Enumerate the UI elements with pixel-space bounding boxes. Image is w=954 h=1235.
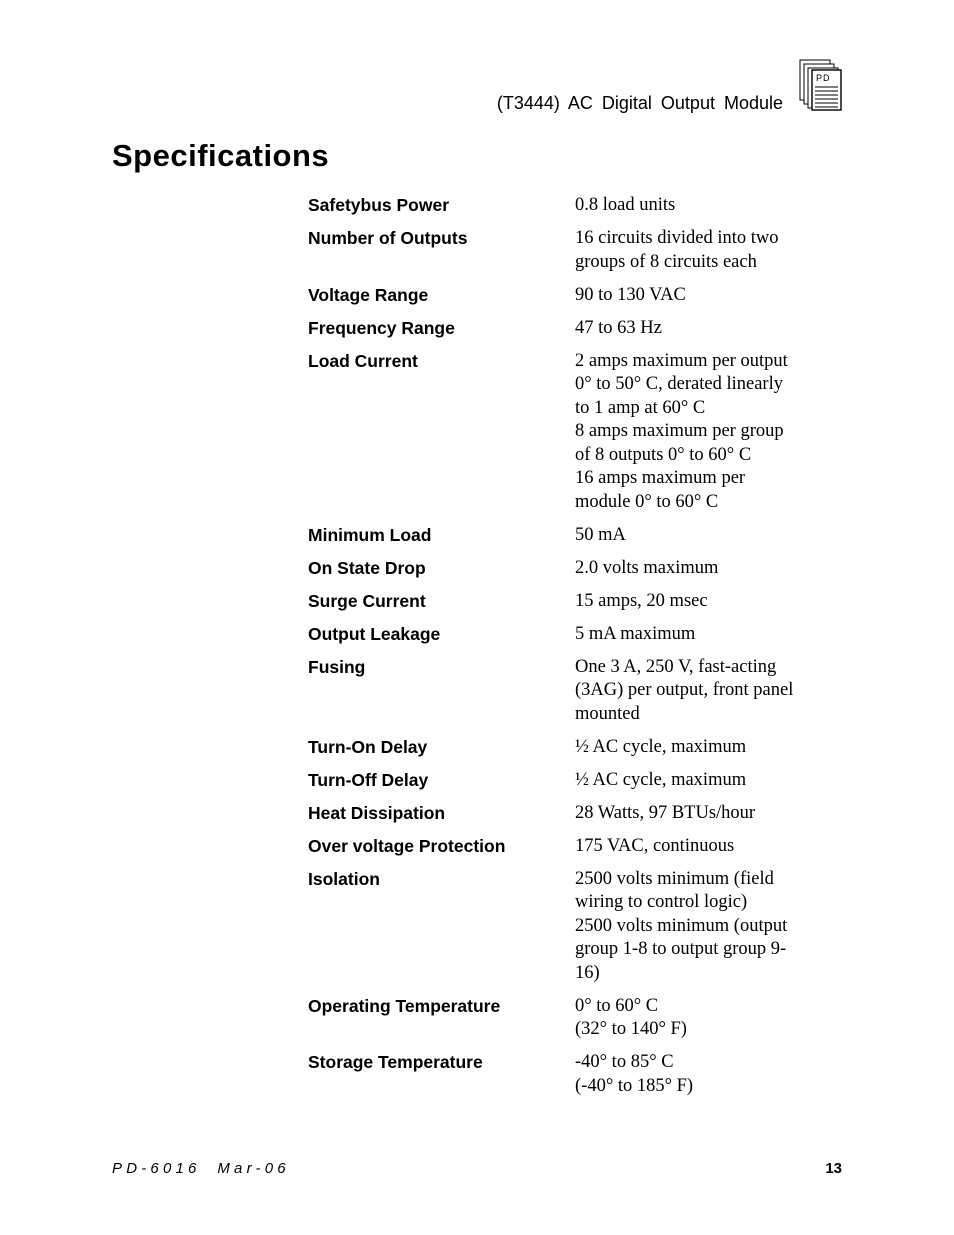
spec-value-line: module 0° to 60° C [575, 491, 719, 512]
spec-row [308, 995, 848, 1042]
spec-value-line: of 8 outputs 0° to 60° C [575, 444, 752, 465]
spec-value [575, 769, 848, 793]
spec-value-line: 16 circuits divided into two [575, 228, 779, 248]
spec-value [575, 656, 848, 727]
spec-label: Surge Current [308, 590, 426, 611]
spec-value-line: (32° to 140° F) [575, 1019, 687, 1039]
spec-value [575, 590, 848, 614]
spec-value [575, 995, 848, 1042]
spec-value-line: ½ AC cycle, maximum [575, 736, 747, 757]
spec-value-line: 175 VAC, continuous [575, 835, 735, 856]
spec-value-line: 50 mA [575, 524, 626, 545]
spec-row [308, 802, 848, 826]
spec-row [308, 284, 848, 308]
spec-label: Load Current [308, 350, 418, 371]
spec-value [575, 194, 848, 218]
page-number: 13 [825, 1160, 842, 1177]
spec-value-line: 47 to 63 Hz [575, 317, 662, 338]
spec-label: On State Drop [308, 557, 426, 578]
spec-row [308, 656, 848, 727]
spec-label: Safetybus Power [308, 195, 450, 215]
spec-value [575, 557, 848, 581]
spec-row [308, 194, 848, 218]
spec-row [308, 769, 848, 793]
spec-value [575, 317, 848, 341]
spec-value-line: wiring to control logic) [575, 892, 748, 912]
spec-label: Minimum Load [308, 524, 432, 545]
spec-value-line: 28 Watts, 97 BTUs/hour [575, 802, 756, 823]
spec-value-line: 90 to 130 VAC [575, 284, 686, 305]
spec-value [575, 284, 848, 308]
spec-value-line: 0° to 60° C [575, 995, 659, 1016]
spec-label: Number of Outputs [308, 228, 468, 248]
spec-row [308, 835, 848, 859]
pd-logo-text: PD [816, 73, 831, 83]
stacked-pages-icon [798, 58, 844, 112]
spec-value-line: 5 mA maximum [575, 623, 696, 644]
spec-value-line: One 3 A, 250 V, fast-acting [575, 656, 777, 677]
spec-row [308, 557, 848, 581]
spec-value [575, 835, 848, 859]
spec-value-line: 0° to 50° C, derated linearly [575, 374, 783, 394]
module-title: (T3444) AC Digital Output Module [496, 93, 783, 113]
spec-label: Fusing [308, 656, 366, 677]
spec-value-line: to 1 amp at 60° C [575, 397, 706, 418]
page-title: Specifications [112, 138, 330, 173]
spec-value [575, 350, 848, 515]
spec-value [575, 623, 848, 647]
spec-value-line: 2500 volts minimum (field [575, 868, 774, 889]
spec-label: Over voltage Protection [308, 835, 506, 856]
spec-row [308, 868, 848, 986]
spec-value-line: 15 amps, 20 msec [575, 590, 708, 611]
spec-label: Isolation [308, 868, 380, 889]
spec-label: Output Leakage [308, 623, 441, 644]
spec-row [308, 317, 848, 341]
spec-value-line: 16) [575, 962, 600, 983]
spec-value [575, 868, 848, 986]
spec-value-line: (-40° to 185° F) [575, 1075, 694, 1096]
spec-value [575, 1051, 848, 1098]
spec-value-line: 16 amps maximum per [575, 468, 746, 488]
spec-value-line: -40° to 85° C [575, 1052, 674, 1072]
spec-label: Turn-On Delay [308, 736, 428, 757]
spec-value-line: 8 amps maximum per group [575, 421, 784, 441]
spec-row [308, 590, 848, 614]
spec-row [308, 736, 848, 760]
spec-row [308, 350, 848, 515]
document-id: PD-6016 Mar-06 [112, 1160, 290, 1177]
spec-label: Heat Dissipation [308, 802, 446, 823]
spec-value-line: 2.0 volts maximum [575, 557, 719, 578]
spec-value-line: group 1-8 to output group 9- [575, 939, 787, 959]
spec-value-line: 2 amps maximum per output [575, 350, 788, 371]
spec-label: Frequency Range [308, 317, 455, 338]
spec-value [575, 227, 848, 274]
spec-value-line: (3AG) per output, front panel [575, 680, 794, 700]
spec-value-line: 0.8 load units [575, 195, 676, 215]
spec-value [575, 736, 848, 760]
spec-value [575, 802, 848, 826]
specifications-table [308, 194, 848, 1108]
spec-value-line: 2500 volts minimum (output [575, 915, 788, 936]
spec-value [575, 524, 848, 548]
spec-row [308, 623, 848, 647]
spec-value-line: mounted [575, 703, 640, 724]
spec-value-line: groups of 8 circuits each [575, 251, 757, 272]
spec-label: Operating Temperature [308, 995, 501, 1016]
spec-row [308, 227, 848, 274]
spec-label: Voltage Range [308, 284, 429, 305]
spec-row [308, 524, 848, 548]
spec-label: Turn-Off Delay [308, 769, 429, 790]
spec-row [308, 1051, 848, 1098]
spec-value-line: ½ AC cycle, maximum [575, 769, 747, 790]
spec-label: Storage Temperature [308, 1052, 483, 1072]
